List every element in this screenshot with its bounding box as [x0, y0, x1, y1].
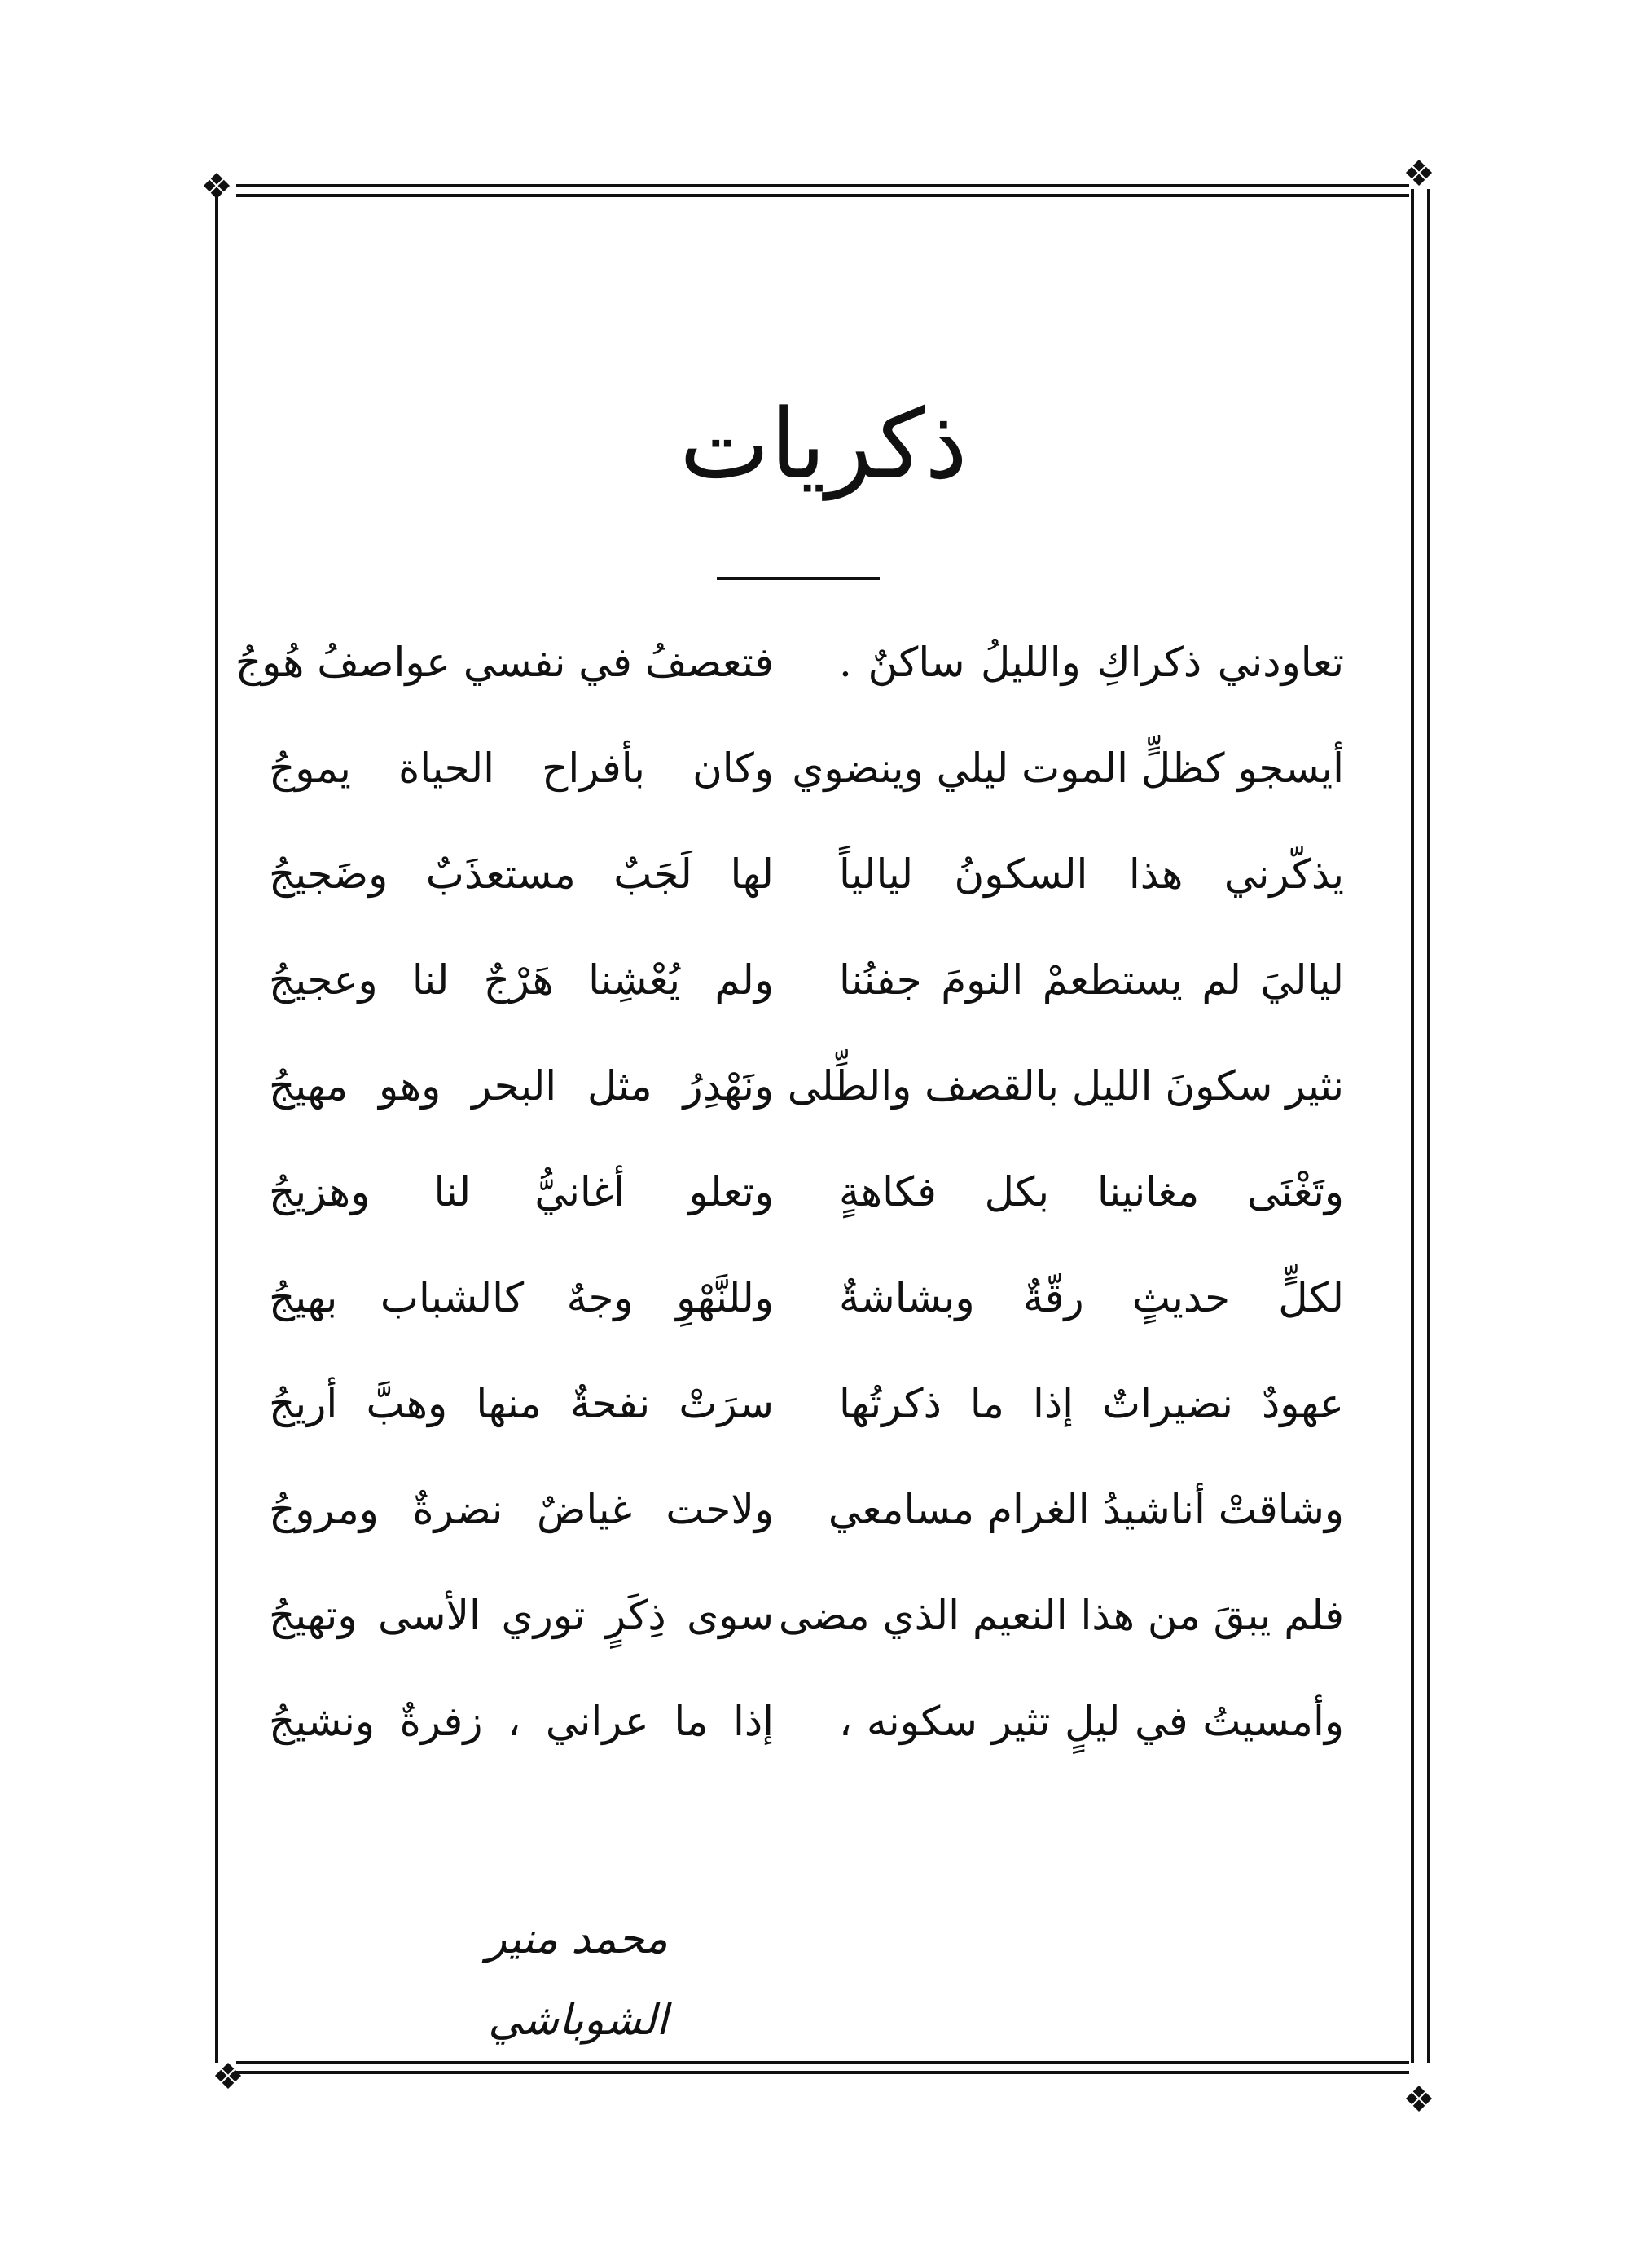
verse-second-hemistich: فتعصفُ في نفسي عواصفُ هُوجُ	[235, 639, 774, 686]
verse-line	[269, 1033, 1344, 1139]
diamond-ornament-top-right: ❖	[1403, 153, 1435, 195]
verse-line	[269, 1139, 1344, 1245]
verse-first-hemistich: تعاودني ذكراكِ والليلُ ساكنٌ .	[839, 639, 1344, 686]
verse-first-hemistich: وشاقتْ أناشيدُ الغرام مسامعي	[828, 1486, 1344, 1533]
frame-top-line-inner	[236, 194, 1409, 197]
title-divider	[717, 577, 880, 580]
diamond-ornament-top-left: ❖	[200, 166, 233, 208]
verse-second-hemistich: لها لَجَبٌ مستعذَبٌ وضَجيجُ	[269, 850, 774, 898]
verse-first-hemistich: فلم يبقَ من هذا النعيم الذي مضى	[778, 1592, 1344, 1639]
frame-top-line-outer	[236, 184, 1409, 187]
verse-first-hemistich: وأمسيتُ في ليلٍ تثير سكونه ،	[839, 1698, 1344, 1745]
frame-bottom-line-inner	[236, 2061, 1409, 2064]
verse-first-hemistich: عهودٌ نضيراتٌ إذا ما ذكرتُها	[839, 1380, 1344, 1427]
diamond-ornament-bottom-right: ❖	[1403, 2079, 1435, 2121]
verse-second-hemistich: ولم يُعْشِنا هَرْجٌ لنا وعجيجُ	[269, 956, 774, 1004]
verse-second-hemistich: وللنَّهْوِ وجهٌ كالشباب بهيجُ	[269, 1274, 774, 1321]
verse-line	[269, 1563, 1344, 1668]
verse-first-hemistich: وتَغْنَى مغانينا بكل فكاهةٍ	[839, 1168, 1344, 1215]
poet-signature: محمد منير الشوباشي	[485, 1914, 668, 2045]
verse-line	[269, 715, 1344, 821]
verse-second-hemistich: إذا ما عراني ، زفرةٌ ونشيجُ	[269, 1698, 774, 1745]
verse-second-hemistich: ونَهْدِرُ مثل البحر وهو مهيجُ	[269, 1062, 774, 1110]
verse-first-hemistich: أيسجو كظلٍّ الموت ليلي وينضوي	[792, 745, 1344, 792]
verse-line	[269, 1457, 1344, 1563]
verse-second-hemistich: ولاحت غياضٌ نضرةٌ ومروجُ	[269, 1486, 774, 1533]
verse-second-hemistich: وتعلو أغانيُّ لنا وهزيجُ	[269, 1168, 774, 1215]
verse-line	[269, 1351, 1344, 1457]
verse-first-hemistich: يذكّرني هذا السكونُ ليالياً	[839, 850, 1344, 898]
verse-line	[235, 609, 1344, 715]
diamond-ornament-bottom-left: ❖	[212, 2056, 244, 2098]
poem-title: ذكريات	[679, 388, 968, 500]
verse-first-hemistich: لياليَ لم يستطعمْ النومَ جفنُنا	[839, 956, 1344, 1004]
verse-line	[269, 821, 1344, 927]
verse-second-hemistich: وكان بأفراح الحياة يموجُ	[269, 745, 774, 792]
verse-second-hemistich: سرَتْ نفحةٌ منها وهبَّ أريجُ	[269, 1380, 774, 1427]
verse-line	[269, 927, 1344, 1033]
verse-second-hemistich: سوى ذِكَرٍ توري الأسى وتهيجُ	[269, 1592, 774, 1639]
verse-first-hemistich: لكلٍّ حديثٍ رقّةٌ وبشاشةٌ	[839, 1274, 1344, 1321]
verse-first-hemistich: نثير سكونَ الليل بالقصف والطِّلى	[787, 1062, 1344, 1110]
verse-line	[269, 1668, 1344, 1774]
frame-bottom-line-outer	[236, 2071, 1409, 2074]
verse-line	[269, 1245, 1344, 1351]
